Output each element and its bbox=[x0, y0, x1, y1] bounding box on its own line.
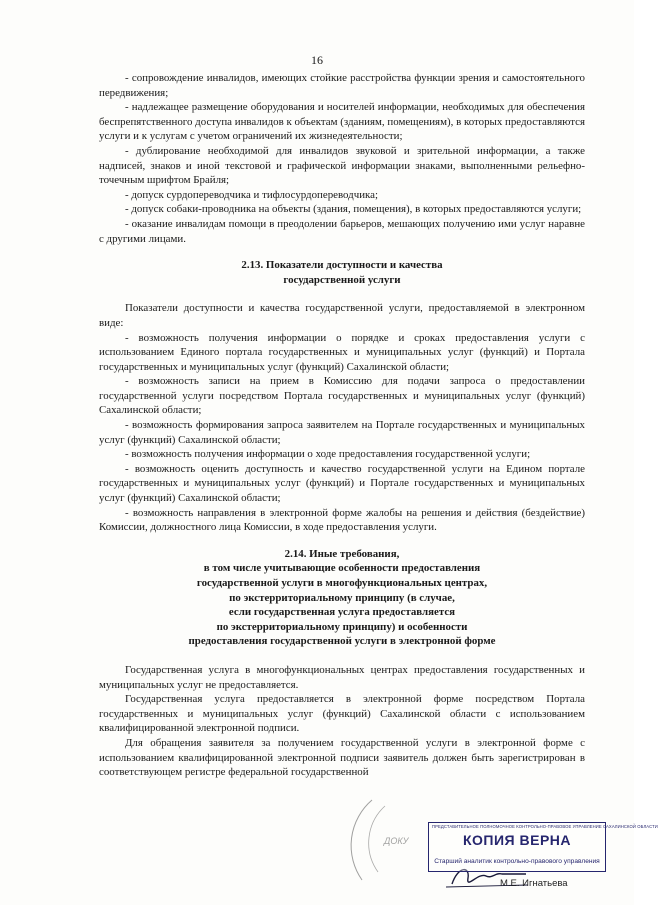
paragraph-list-item: - возможность получения информации о ходе предоставления государственной услуги; bbox=[125, 448, 531, 461]
spacer bbox=[99, 535, 585, 547]
paragraph: Показатели доступности и качества государственной услуги, предоставляемой в электронном виде: bbox=[99, 302, 585, 329]
paragraph-list-item: - допуск сурдопереводчика и тифлосурдопереводчика; bbox=[125, 188, 379, 201]
stamp-title: КОПИЯ ВЕРНА bbox=[462, 832, 572, 848]
section-2-14-heading: по экстерриториальному принципу (в случае, bbox=[229, 591, 455, 604]
stamp-header-text: ПРЕДСТАВИТЕЛЬНОЕ ПОЛНОМОЧНОЕ КОНТРОЛЬНО-ПРАВОВОЕ УПРАВЛЕНИЕ САХАЛИНСКОЙ ОБЛАСТИ bbox=[432, 824, 658, 829]
section-2-14-heading: в том числе учитывающие особенности предоставления bbox=[203, 562, 481, 575]
paragraph-list-item: - возможность формирования запроса заявителем на Портале государственных и муниципальных услуг (функций) Сахалинской области; bbox=[99, 419, 585, 446]
stamp-role: Старший аналитик контрольно-правового управления bbox=[434, 858, 600, 865]
section-2-13-heading: 2.13. Показатели доступности и качества bbox=[241, 259, 443, 272]
paragraph: Для обращения заявителя за получением государственной услуги в электронной форме с использованием квалифицированной электронной подписи заявитель должен быть зарегистрирован в соответствующем регистре федеральной государственной bbox=[99, 736, 585, 779]
stamp-signer-name: М.Е. Игнатьева bbox=[500, 878, 568, 889]
paragraph: Государственная услуга предоставляется в электронной форме посредством Портала государственных и муниципальных услуг (функций) Сахалинской области с использованием квалифицированной электронной подписи. bbox=[99, 693, 585, 735]
paragraph-list-item: - возможность получения информации о порядке и сроках предоставления услуги с использованием Единого портала государственных и муниципальных услуг (функций) и Портала государственных и муниципальных услуг (функций) Сахалинской области; bbox=[99, 331, 585, 373]
spacer bbox=[99, 649, 585, 663]
paragraph-list-item: - возможность оценить доступность и качество государственной услуги на Едином портале государственных и муниципальных услуг (функций) и Портале государственных и муниципальных услуг (функций) Сахалинской области; bbox=[99, 462, 585, 505]
section-2-14-heading: если государственная услуга предоставляется bbox=[228, 606, 456, 619]
document-body bbox=[99, 71, 585, 780]
copy-certified-stamp bbox=[428, 822, 658, 872]
spacer bbox=[99, 287, 585, 301]
paragraph-list-item: - возможность направления в электронной форме жалобы на решения и действия (бездействие) Комиссии, должностного лица Комиссии, в ходе предоставления услуги. bbox=[99, 506, 585, 534]
section-2-14-heading: по экстерриториальному принципу) и особенности bbox=[216, 620, 468, 633]
paragraph: Государственная услуга в многофункциональных центрах предоставления государственных и муниципальных услуг не предоставляется. bbox=[99, 663, 585, 691]
faint-stamp-text: ДОКУ bbox=[384, 836, 409, 846]
spacer bbox=[99, 246, 585, 258]
section-2-14-heading: 2.14. Иные требования, bbox=[284, 547, 400, 560]
paragraph-list-item: - дублирование необходимой для инвалидов звуковой и зрительной информации, а также надписей, знаков и иной текстовой и графической информации знаками, выполненными рельефно-точечным шрифтом Брайля; bbox=[99, 144, 585, 187]
paragraph-list-item: - допуск собаки-проводника на объекты (здания, помещения), в которых предоставляются услуги; bbox=[125, 203, 582, 216]
round-seal-arc-inner bbox=[369, 806, 385, 872]
section-2-14-heading: государственной услуги в многофункциональных центрах, bbox=[196, 577, 488, 589]
paragraph-list-item: - возможность записи на прием в Комиссию для подачи запроса о предоставлении государственной услуги посредством Портала государственных и муниципальных услуг (функций) Сахалинской области; bbox=[99, 375, 585, 417]
paragraph-list-item: - надлежащее размещение оборудования и носителей информации, необходимых для обеспечения беспрепятственного доступа инвалидов к объектам (зданиям, помещениям), в которых предоставляются услуги и к услугам с учетом ограничений их жизнедеятельности; bbox=[99, 101, 585, 143]
round-seal-arc bbox=[351, 800, 372, 880]
paragraph-list-item: - оказание инвалидам помощи в преодолении барьеров, мешающих получению ими услуг наравне с другими лицами. bbox=[99, 217, 585, 245]
paragraph-list-item: - сопровождение инвалидов, имеющих стойкие расстройства функции зрения и самостоятельного передвижения; bbox=[99, 72, 585, 99]
section-2-14-heading: предоставления государственной услуги в электронной форме bbox=[188, 635, 496, 648]
section-2-13-heading: государственной услуги bbox=[283, 273, 401, 286]
page-number: 16 bbox=[311, 53, 323, 67]
